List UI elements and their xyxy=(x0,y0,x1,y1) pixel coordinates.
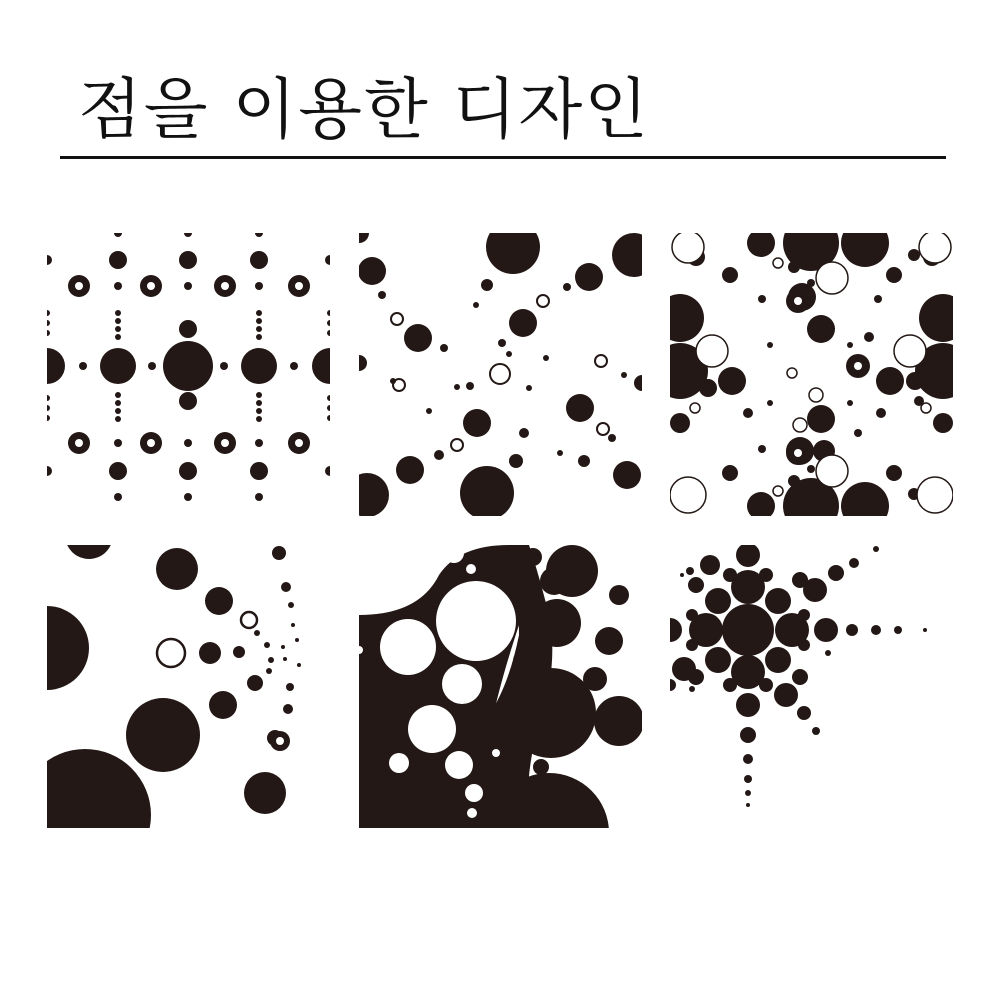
dot-pattern-grid-art xyxy=(47,233,330,516)
dot-pattern-kaleidoscope xyxy=(670,233,953,516)
dot-pattern-spiral xyxy=(359,233,642,516)
dot-pattern-starburst-art xyxy=(670,545,953,828)
dot-pattern-wave-split xyxy=(359,545,642,828)
dot-pattern-grid xyxy=(47,233,330,516)
dot-pattern-starburst xyxy=(670,545,953,828)
dot-pattern-wave-split-art xyxy=(359,545,642,828)
title-underline xyxy=(60,156,946,159)
dot-pattern-radiating-corner-art xyxy=(47,545,330,828)
dot-pattern-radiating-corner xyxy=(47,545,330,828)
dot-pattern-spiral-art xyxy=(359,233,642,516)
dot-pattern-kaleidoscope-art xyxy=(670,233,953,516)
page-title: 점을 이용한 디자인 xyxy=(78,71,651,148)
